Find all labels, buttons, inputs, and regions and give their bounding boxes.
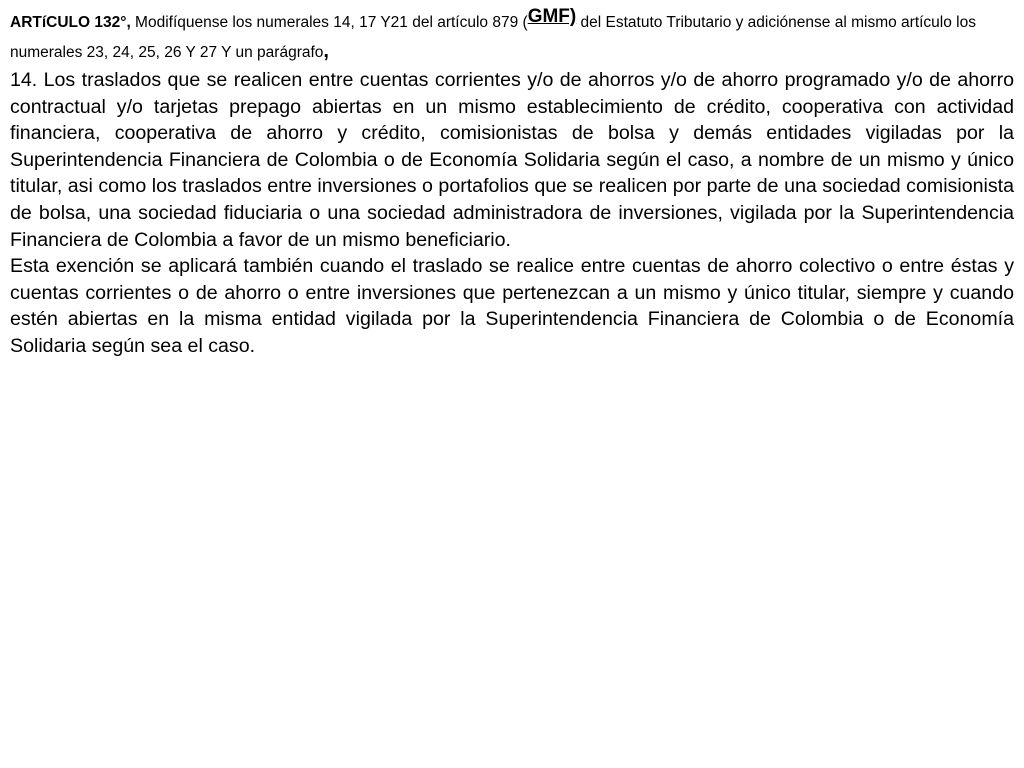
article-intro-part1: Modifíquense los numerales 14, 17 Y21 del artículo 879 (: [130, 14, 528, 31]
gmf-label: GMF): [527, 6, 577, 27]
article-intro-part2: del Estatuto Tributario y adiciónense al mismo artículo los numerales 23, 24, 25, 26 Y 27 Y un parágrafo: [10, 14, 976, 61]
article-label: ARTíCULO 132°,: [10, 14, 131, 31]
slide-content: [10, 8, 1014, 360]
article-trailing-comma: ,: [323, 40, 329, 62]
paragraph-numeral-14: 14. Los traslados que se realicen entre cuentas corrientes y/o de ahorros y/o de ahorro programado y/o de ahorro contractual y/o tarjetas prepago abiertas en un mismo establecimiento de crédito, cooperativa con actividad financiera, cooperativa de ahorro y crédito, comisionistas de bolsa y demás entidades vigiladas por la Superintendencia Financiera de Colombia o de Economía Solidaria según el caso, a nombre de un mismo y único titular, asi como los traslados entre inversiones o portafolios que se realicen por parte de una sociedad comisionista de bolsa, una sociedad fiduciaria o una sociedad administradora de inversiones, vigilada por la Superintendencia Financiera de Colombia a favor de un mismo beneficiario.: [10, 69, 1014, 251]
article-heading: [10, 8, 1014, 67]
paragraph-exencion: Esta exención se aplicará también cuando el traslado se realice entre cuentas de ahorro colectivo o entre éstas y cuentas corrientes o de ahorro o entre inversiones que pertenezcan a un mismo y único titular, siempre y cuando estén abiertas en la misma entidad vigilada por la Superintendencia Financiera de Colombia o de Economía Solidaria según sea el caso.: [10, 255, 1014, 357]
